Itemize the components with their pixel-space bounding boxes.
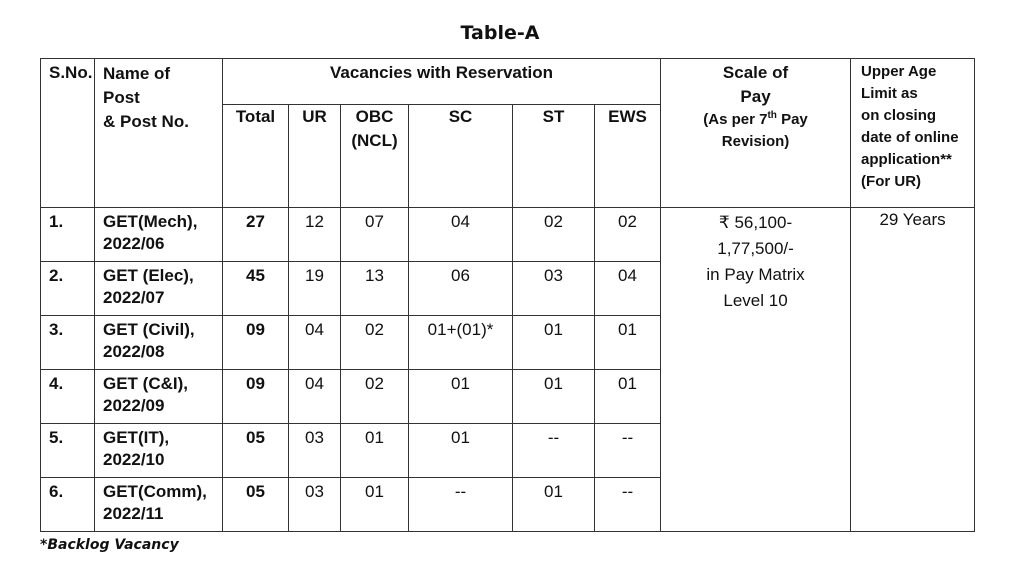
total-text: 45 bbox=[246, 266, 265, 285]
cell-st bbox=[513, 478, 595, 532]
post-number: 2022/06 bbox=[103, 234, 165, 253]
table-row bbox=[41, 208, 975, 262]
cell-obc bbox=[341, 370, 409, 424]
header-text: application** bbox=[861, 151, 952, 168]
cell-total bbox=[223, 370, 289, 424]
total-text: 09 bbox=[246, 320, 265, 339]
ews-text: 04 bbox=[618, 266, 637, 285]
cell-ews bbox=[595, 478, 661, 532]
cell-obc bbox=[341, 262, 409, 316]
cell-sno bbox=[41, 370, 95, 424]
ews-text: 01 bbox=[618, 320, 637, 339]
sno-text: 1. bbox=[49, 212, 64, 231]
header-text: Pay bbox=[776, 111, 808, 128]
st-text: -- bbox=[547, 428, 560, 447]
cell-sc bbox=[409, 424, 513, 478]
ur-text: 03 bbox=[305, 428, 324, 447]
ews-text: -- bbox=[621, 482, 634, 501]
cell-age-limit bbox=[851, 208, 975, 532]
cell-ur bbox=[289, 208, 341, 262]
ur-text: 12 bbox=[305, 212, 324, 231]
cell-sno bbox=[41, 316, 95, 370]
obc-text: 02 bbox=[365, 374, 384, 393]
cell-total bbox=[223, 208, 289, 262]
header-obc bbox=[341, 105, 409, 208]
post-name: GET(Comm), bbox=[103, 482, 207, 501]
ews-text: 02 bbox=[618, 212, 637, 231]
total-text: 27 bbox=[246, 212, 265, 231]
post-number: 2022/07 bbox=[103, 288, 165, 307]
cell-ur bbox=[289, 424, 341, 478]
cell-sc bbox=[409, 262, 513, 316]
header-st: ST bbox=[513, 105, 595, 208]
sc-text: 01+(01)* bbox=[427, 320, 494, 339]
ews-text: 01 bbox=[618, 374, 637, 393]
cell-sc bbox=[409, 208, 513, 262]
cell-post bbox=[95, 370, 223, 424]
post-name: GET (C&I), bbox=[103, 374, 188, 393]
header-ews: EWS bbox=[595, 105, 661, 208]
pay-line: 1,77,500/- bbox=[717, 239, 794, 258]
cell-obc bbox=[341, 424, 409, 478]
header-text: Pay bbox=[740, 87, 771, 106]
st-text: 03 bbox=[544, 266, 563, 285]
header-text: OBC bbox=[355, 107, 394, 126]
obc-text: 13 bbox=[365, 266, 384, 285]
post-name: GET (Elec), bbox=[103, 266, 194, 285]
footnote: *Backlog Vacancy bbox=[40, 537, 179, 553]
cell-ews bbox=[595, 370, 661, 424]
cell-st bbox=[513, 208, 595, 262]
header-pay-scale bbox=[661, 59, 851, 208]
sc-text: 06 bbox=[451, 266, 470, 285]
cell-post bbox=[95, 262, 223, 316]
post-number: 2022/09 bbox=[103, 396, 165, 415]
cell-pay-scale bbox=[661, 208, 851, 532]
cell-total bbox=[223, 316, 289, 370]
post-name: GET(IT), bbox=[103, 428, 170, 447]
header-text: Name of bbox=[103, 64, 171, 83]
st-text: 01 bbox=[544, 320, 563, 339]
cell-total bbox=[223, 262, 289, 316]
cell-sno bbox=[41, 424, 95, 478]
sno-text: 2. bbox=[49, 266, 64, 285]
header-age-limit bbox=[851, 59, 975, 208]
obc-text: 02 bbox=[365, 320, 384, 339]
total-text: 09 bbox=[246, 374, 265, 393]
post-name: GET(Mech), bbox=[103, 212, 198, 231]
cell-obc bbox=[341, 316, 409, 370]
cell-post bbox=[95, 478, 223, 532]
header-text: & Post No. bbox=[103, 112, 189, 131]
ur-text: 03 bbox=[305, 482, 324, 501]
cell-st bbox=[513, 262, 595, 316]
cell-sno bbox=[41, 208, 95, 262]
sno-text: 3. bbox=[49, 320, 64, 339]
cell-sc bbox=[409, 316, 513, 370]
cell-obc bbox=[341, 208, 409, 262]
header-text: (As per 7 bbox=[703, 111, 768, 128]
obc-text: 01 bbox=[365, 428, 384, 447]
header-ur: UR bbox=[289, 105, 341, 208]
sc-text: 01 bbox=[451, 428, 470, 447]
table-title: Table-A bbox=[460, 22, 540, 44]
cell-post bbox=[95, 316, 223, 370]
ur-text: 04 bbox=[305, 320, 324, 339]
ur-text: 04 bbox=[305, 374, 324, 393]
header-text: Revision) bbox=[721, 133, 790, 150]
cell-ews bbox=[595, 262, 661, 316]
obc-text: 01 bbox=[365, 482, 384, 501]
post-number: 2022/10 bbox=[103, 450, 165, 469]
ur-text: 19 bbox=[305, 266, 324, 285]
cell-sno bbox=[41, 262, 95, 316]
cell-post bbox=[95, 208, 223, 262]
cell-total bbox=[223, 478, 289, 532]
pay-line: ₹ 56,100- bbox=[718, 213, 793, 232]
sc-text: 04 bbox=[451, 212, 470, 231]
header-text: Post bbox=[103, 88, 140, 107]
st-text: 01 bbox=[544, 482, 563, 501]
header-text: (NCL) bbox=[351, 131, 398, 150]
obc-text: 07 bbox=[365, 212, 384, 231]
header-text: date of online bbox=[861, 129, 959, 146]
header-post-name bbox=[95, 59, 223, 208]
sno-text: 4. bbox=[49, 374, 64, 393]
cell-st bbox=[513, 370, 595, 424]
sno-text: 5. bbox=[49, 428, 64, 447]
total-text: 05 bbox=[246, 428, 265, 447]
sc-text: 01 bbox=[451, 374, 470, 393]
header-sc: SC bbox=[409, 105, 513, 208]
table-wrapper bbox=[40, 58, 974, 554]
header-total: Total bbox=[223, 105, 289, 208]
header-text bbox=[661, 109, 850, 131]
cell-sno bbox=[41, 478, 95, 532]
header-text: Upper Age bbox=[861, 63, 937, 80]
cell-post bbox=[95, 424, 223, 478]
total-text: 05 bbox=[246, 482, 265, 501]
cell-ews bbox=[595, 208, 661, 262]
vacancy-table bbox=[40, 58, 975, 532]
pay-line: Level 10 bbox=[723, 291, 788, 310]
cell-st bbox=[513, 316, 595, 370]
cell-ews bbox=[595, 316, 661, 370]
cell-ur bbox=[289, 262, 341, 316]
header-text: (For UR) bbox=[861, 173, 922, 190]
header-text: th bbox=[767, 110, 777, 121]
cell-st bbox=[513, 424, 595, 478]
sno-text: 6. bbox=[49, 482, 64, 501]
post-name: GET (Civil), bbox=[103, 320, 195, 339]
cell-ur bbox=[289, 478, 341, 532]
cell-obc bbox=[341, 478, 409, 532]
cell-sc bbox=[409, 370, 513, 424]
sc-text: -- bbox=[454, 482, 467, 501]
header-vacancies: Vacancies with Reservation bbox=[223, 59, 661, 105]
cell-ews bbox=[595, 424, 661, 478]
pay-line: in Pay Matrix bbox=[706, 265, 805, 284]
post-number: 2022/08 bbox=[103, 342, 165, 361]
cell-total bbox=[223, 424, 289, 478]
cell-ur bbox=[289, 316, 341, 370]
header-text: Scale of bbox=[722, 63, 789, 82]
cell-sc bbox=[409, 478, 513, 532]
post-number: 2022/11 bbox=[103, 504, 164, 523]
age-text: 29 Years bbox=[879, 210, 946, 229]
header-text: on closing bbox=[861, 107, 937, 124]
ews-text: -- bbox=[621, 428, 634, 447]
cell-ur bbox=[289, 370, 341, 424]
header-sno: S.No. bbox=[41, 59, 95, 208]
st-text: 01 bbox=[544, 374, 563, 393]
header-text: Limit as bbox=[861, 85, 918, 102]
st-text: 02 bbox=[544, 212, 563, 231]
